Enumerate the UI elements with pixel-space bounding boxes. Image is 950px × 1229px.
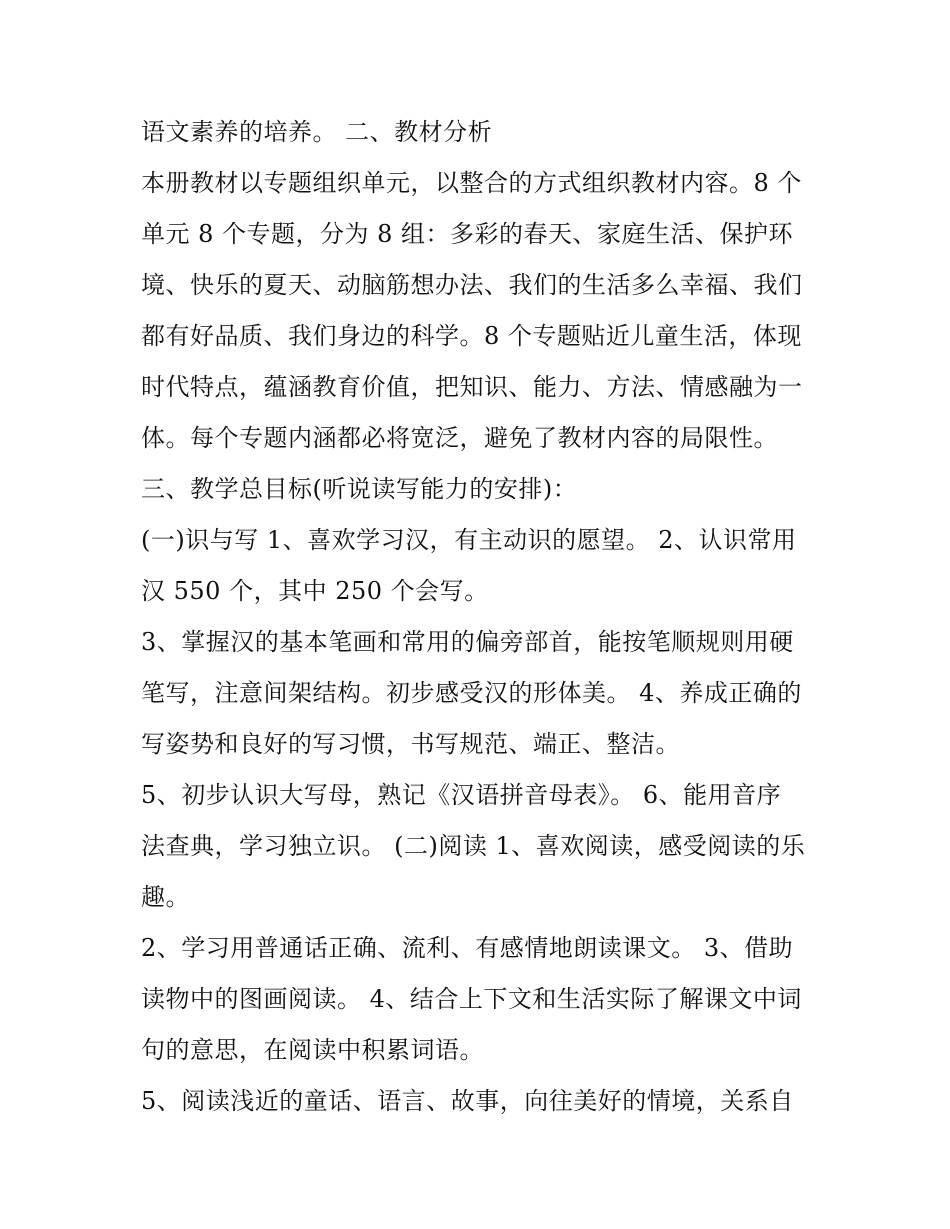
text-line: 时代特点，蕴涵教育价值，把知识、能力、方法、情感融为一 [141,373,803,401]
text-line: 汉 550 个，其中 250 个会写。 [141,577,489,605]
text-line: 5、初步认识大写母，熟记《汉语拼音母表》。 6、能用音序 [141,781,782,809]
text-line: 语文素养的培养。 二、教材分析 [141,118,493,146]
text-line: 三、教学总目标(听说读写能力的安排)： [141,475,578,503]
text-line: 单元 8 个专题，分为 8 组：多彩的春天、家庭生活、保护环 [141,220,794,248]
text-line: 写姿势和良好的写习惯，书写规范、端正、整洁。 [141,730,680,758]
text-line: 2、学习用普通话正确、流利、有感情地朗读课文。 3、借助 [141,934,794,962]
text-line: 法查典，学习独立识。 (二)阅读 1、喜欢阅读，感受阅读的乐 [141,832,806,860]
text-line: 趣。 [141,883,190,911]
text-line: 笔写，注意间架结构。初步感受汉的形体美。 4、养成正确的 [141,679,802,707]
text-line: 都有好品质、我们身边的科学。8 个专题贴近儿童生活，体现 [141,322,802,350]
text-line: 句的意思，在阅读中积累词语。 [141,1036,484,1064]
text-line: 体。每个专题内涵都必将宽泛，避免了教材内容的局限性。 [141,424,778,452]
text-line: 5、阅读浅近的童话、语言、故事，向往美好的情境，关系自 [141,1087,794,1115]
text-line: 读物中的图画阅读。 4、结合上下文和生活实际了解课文中词 [141,985,802,1013]
text-line: 3、掌握汉的基本笔画和常用的偏旁部首，能按笔顺规则用硬 [141,628,794,656]
text-line: 本册教材以专题组织单元，以整合的方式组织教材内容。8 个 [141,169,802,197]
text-line: (一)识与写 1、喜欢学习汉，有主动识的愿望。 2、认识常用 [141,526,797,554]
document-body [141,107,821,1127]
text-line: 境、快乐的夏天、动脑筋想办法、我们的生活多么幸福、我们 [141,271,803,299]
